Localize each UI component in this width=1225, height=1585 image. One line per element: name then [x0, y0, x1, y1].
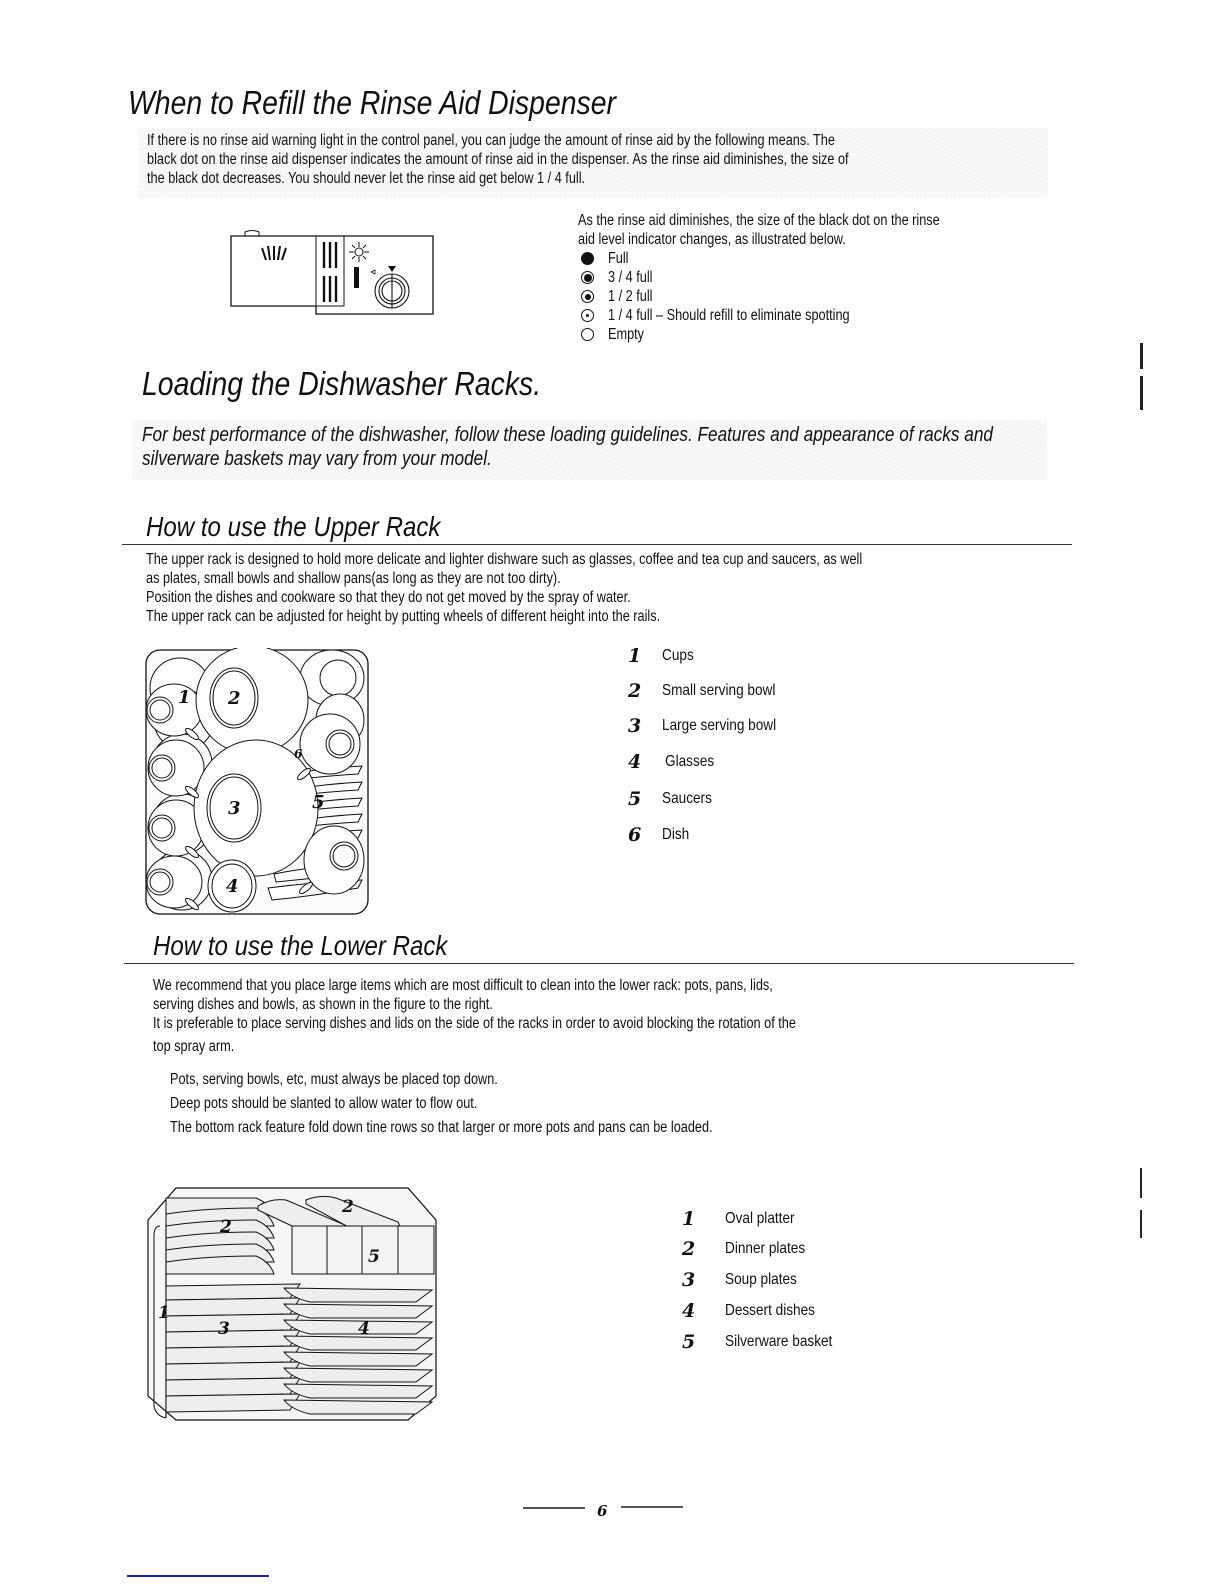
rinse-aid-intro-line-1: If there is no rinse aid warning light in the control panel, you can judge the amount of rinse aid by the following means. The	[147, 132, 835, 149]
legend-label: Glasses	[665, 753, 715, 770]
figure-label: 3	[218, 1319, 230, 1339]
legend-number: 2	[682, 1238, 696, 1260]
rinse-aid-intro-line-2: black dot on the rinse aid dispenser indicates the amount of rinse aid in the dispenser. As the rinse aid diminishes, the size of	[147, 151, 849, 168]
legend-label: Dish	[662, 826, 690, 843]
indicator-levels-list	[581, 249, 903, 344]
upper-rack-title: How to use the Upper Rack	[146, 511, 441, 542]
indicator-level-half	[581, 287, 903, 306]
page-number: 6	[597, 1502, 608, 1520]
rinse-aid-intro-line-3: the black dot decreases. You should never let the rinse aid get below 1 / 4 full.	[147, 170, 586, 187]
figure-label: 3	[228, 798, 241, 819]
spray-icon	[262, 246, 286, 260]
legend-number: 2	[628, 680, 642, 702]
legend-number: 3	[682, 1269, 696, 1291]
silverware-basket	[292, 1226, 434, 1274]
legend-label: Soup plates	[725, 1271, 797, 1288]
figure-label: 5	[312, 792, 325, 813]
lower-legend-item	[682, 1269, 810, 1291]
loading-intro-line-2: silverware baskets may vary from your model.	[142, 448, 492, 470]
legend-number: 5	[628, 788, 642, 810]
lower-rack-diagram	[146, 1186, 442, 1422]
footer-rule-left	[523, 1507, 585, 1509]
lower-rack-title: How to use the Lower Rack	[153, 930, 448, 961]
lower-legend-item	[682, 1300, 831, 1322]
upper-rack-divider	[122, 544, 1072, 545]
legend-number: 4	[628, 751, 642, 773]
legend-label: Small serving bowl	[662, 682, 776, 699]
lower-rack-bullet-2: Deep pots should be slanted to allow water to flow out.	[170, 1095, 478, 1112]
figure-label: 5	[368, 1247, 380, 1267]
legend-number: 4	[682, 1300, 696, 1322]
legend-label: Dessert dishes	[725, 1302, 815, 1319]
upper-legend-item	[628, 645, 699, 667]
upper-legend-item	[628, 788, 721, 810]
legend-number: 6	[628, 824, 642, 846]
rinse-aid-dispenser-illustration	[228, 228, 438, 318]
upper-rack-line-2: as plates, small bowls and shallow pans(as long as they are not too dirty).	[146, 570, 561, 587]
indicator-level-label: 1 / 2 full	[608, 288, 653, 305]
indicator-level-label: Empty	[608, 326, 645, 343]
figure-label: 1	[178, 687, 191, 708]
loading-title: Loading the Dishwasher Racks.	[142, 365, 542, 402]
figure-label: 2	[342, 1197, 354, 1217]
indicator-level-empty	[581, 325, 903, 344]
binding-mark	[1140, 343, 1143, 369]
legend-label: Dinner plates	[725, 1240, 806, 1257]
figure-label: 1	[158, 1303, 170, 1323]
legend-number: 1	[682, 1208, 696, 1230]
binding-mark	[1140, 1210, 1142, 1238]
footer-rule-right	[621, 1506, 683, 1508]
loading-intro-line-1: For best performance of the dishwasher, follow these loading guidelines. Features and appearance of racks and	[142, 424, 993, 446]
indicator-intro-line-1: As the rinse aid diminishes, the size of the black dot on the rinse	[578, 212, 940, 229]
link-underline	[127, 1575, 269, 1577]
indicator-level-three-quarter	[581, 268, 903, 287]
legend-number: 5	[682, 1331, 696, 1353]
refill-cap-icon	[375, 274, 409, 308]
figure-label: 6	[294, 747, 303, 761]
legend-label: Oval platter	[725, 1210, 795, 1227]
legend-label: Saucers	[662, 790, 712, 807]
indicator-intro-line-2: aid level indicator changes, as illustrated below.	[578, 231, 846, 248]
lower-legend-item	[682, 1208, 807, 1230]
binding-mark	[1140, 376, 1143, 410]
three-quarter-dot-icon	[581, 271, 594, 284]
upper-legend-item	[628, 680, 795, 702]
rinse-aid-title: When to Refill the Rinse Aid Dispenser	[128, 84, 616, 121]
lower-rack-bullet-3: The bottom rack feature fold down tine rows so that larger or more pots and pans can be loaded.	[170, 1119, 713, 1136]
lower-rack-divider	[124, 963, 1074, 964]
indicator-level-label: 3 / 4 full	[608, 269, 653, 286]
upper-legend-item	[628, 824, 694, 846]
indicator-level-full	[581, 249, 903, 268]
upper-legend-item	[628, 715, 796, 737]
lower-rack-line-4: top spray arm.	[153, 1038, 235, 1055]
legend-label: Silverware basket	[725, 1333, 833, 1350]
lower-legend-item	[682, 1331, 851, 1353]
full-dot-icon	[581, 252, 594, 265]
lower-rack-line-1: We recommend that you place large items which are most difficult to clean into the lower rack: pots, pans, lids,	[153, 977, 773, 994]
level-window-icon	[354, 267, 359, 288]
lower-legend-item	[682, 1238, 819, 1260]
lower-rack-line-2: serving dishes and bowls, as shown in the figure to the right.	[153, 996, 493, 1013]
upper-rack-line-1: The upper rack is designed to hold more delicate and lighter dishware such as glasses, coffee and tea cup and saucers, as well	[146, 551, 863, 568]
legend-label: Large serving bowl	[662, 717, 777, 734]
quarter-dot-icon	[581, 309, 594, 322]
upper-rack-line-3: Position the dishes and cookware so that they do not get moved by the spray of water.	[146, 589, 631, 606]
half-dot-icon	[581, 290, 594, 303]
binding-mark	[1140, 1168, 1142, 1198]
indicator-level-quarter	[581, 306, 903, 325]
legend-number: 3	[628, 715, 642, 737]
upper-legend-item	[628, 751, 723, 773]
legend-label: Cups	[662, 647, 694, 664]
figure-label: 4	[358, 1319, 370, 1339]
lower-rack-bullet-1: Pots, serving bowls, etc, must always be placed top down.	[170, 1071, 498, 1088]
empty-dot-icon	[581, 328, 594, 341]
figure-label: 4	[226, 876, 239, 897]
legend-number: 1	[628, 645, 642, 667]
indicator-level-label: 1 / 4 full – Should refill to eliminate spotting	[608, 307, 850, 324]
indicator-level-label: Full	[608, 250, 629, 267]
lower-rack-line-3: It is preferable to place serving dishes and lids on the side of the racks in order to avoid blocking the rotation of the	[153, 1015, 796, 1032]
warning-light-icon	[349, 242, 369, 262]
upper-rack-diagram	[144, 648, 370, 916]
figure-label: 2	[220, 1217, 232, 1237]
upper-rack-line-4: The upper rack can be adjusted for height by putting wheels of different height into the rails.	[146, 608, 661, 625]
figure-label: 2	[228, 688, 241, 709]
